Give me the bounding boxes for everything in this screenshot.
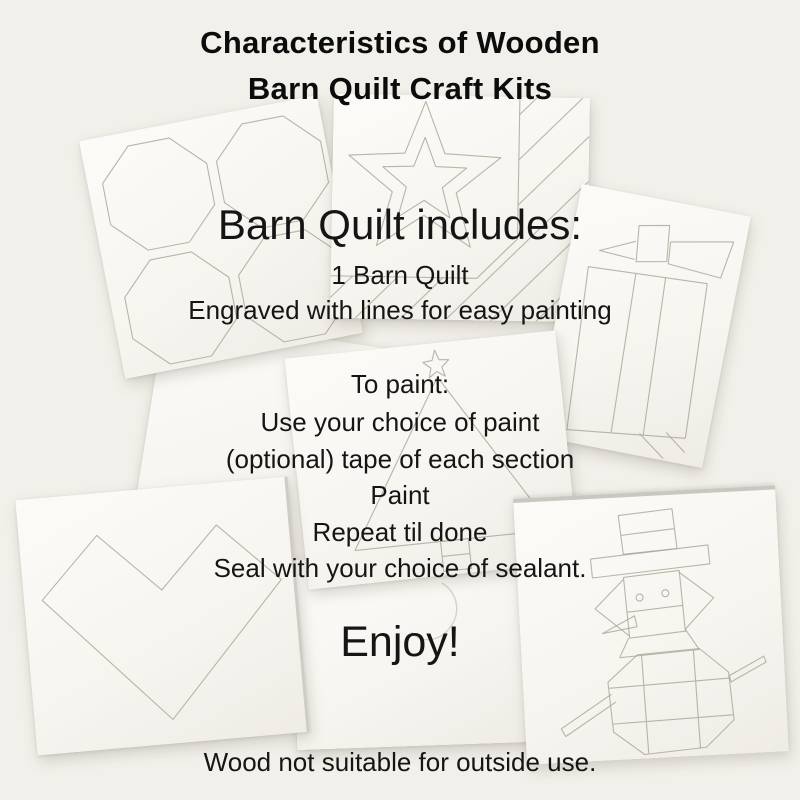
title-line-2: Barn Quilt Craft Kits [247,71,553,106]
includes-item: 1 Barn Quilt [331,260,469,290]
closing-text: Enjoy! [340,618,460,666]
paint-step: Repeat til done [312,516,488,547]
title-line-1: Characteristics of Wooden [200,25,600,60]
paint-step: (optional) tape of each section [225,443,575,474]
page-title [0,20,800,112]
to-paint-heading: To paint: [350,369,450,399]
paint-step: Seal with your choice of sealant. [213,553,587,583]
paint-step: Paint [370,480,430,510]
footer-note: Wood not suitable for outside use. [203,747,597,777]
includes-item: Engraved with lines for easy painting [188,295,612,325]
paint-step: Use your choice of paint [260,407,540,437]
includes-heading: Barn Quilt includes: [217,201,583,248]
to-paint-steps [0,404,800,587]
includes-list [0,258,800,328]
